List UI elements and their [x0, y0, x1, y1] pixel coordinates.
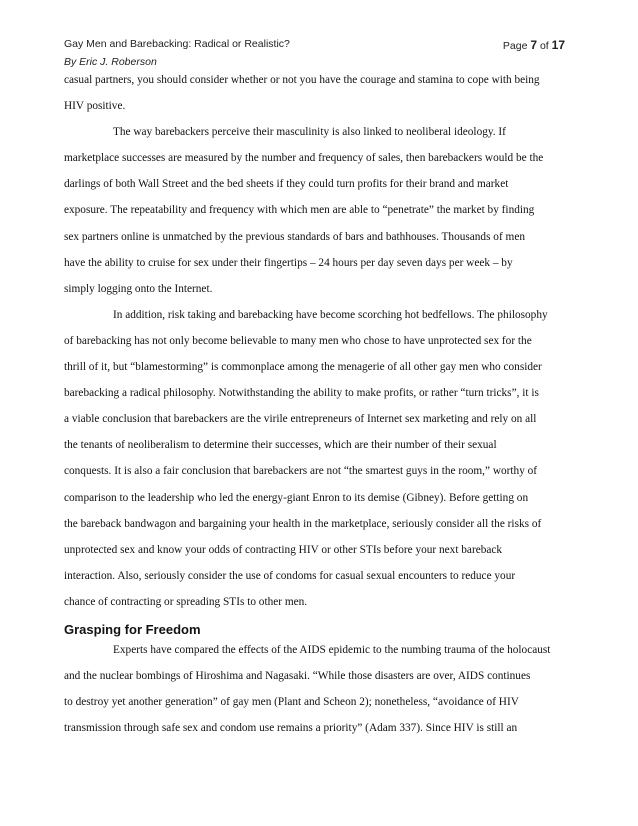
- paragraph-first-line: In addition, risk taking and barebacking have become scorching hot bedfellows. The philosophy: [113, 308, 548, 321]
- body-line: transmission through safe sex and condom use remains a priority” (Adam 337). Since HIV is still an: [64, 722, 518, 735]
- paragraph-first-line: Experts have compared the effects of the AIDS epidemic to the numbing trauma of the holocaust: [113, 643, 551, 656]
- body-line: the tenants of neoliberalism to determine their successes, which are their number of their sexual: [64, 439, 497, 452]
- body-line: chance of contracting or spreading STIs to other men.: [64, 595, 308, 608]
- body-line: the bareback bandwagon and bargaining your health in the marketplace, seriously consider all the risks of: [64, 517, 542, 530]
- body-line: to destroy yet another generation” of gay men (Plant and Scheon 2); nonetheless, “avoidance of HIV: [64, 696, 519, 709]
- paragraph-first-line: The way barebackers perceive their masculinity is also linked to neoliberal ideology. If: [113, 126, 506, 139]
- body-line: simply logging onto the Internet.: [64, 282, 213, 295]
- current-page: 7: [530, 38, 538, 52]
- body-line: thrill of it, but “blamestorming” is commonplace among the menagerie of all other gay men who consider: [64, 361, 542, 374]
- body-line: unprotected sex and know your odds of contracting HIV or other STIs before your next bareback: [64, 543, 503, 556]
- body-line: darlings of both Wall Street and the bed sheets if they could turn profits for their brand and market: [64, 178, 509, 191]
- body-line: and the nuclear bombings of Hiroshima and Nagasaki. “While those disasters are over, AIDS continues: [64, 670, 531, 683]
- header-title: Gay Men and Barebacking: Radical or Realistic?: [64, 38, 290, 50]
- body-line: HIV positive.: [64, 100, 126, 113]
- page-of: of: [539, 40, 549, 52]
- body-line: interaction. Also, seriously consider the use of condoms for casual sexual encounters to reduce your: [64, 569, 516, 582]
- body-line: sex partners online is unmatched by the previous standards of bars and bathhouses. Thousands of men: [64, 230, 525, 243]
- body-line: casual partners, you should consider whether or not you have the courage and stamina to cope with being: [64, 74, 540, 86]
- page-number: [503, 38, 565, 52]
- body-line: have the ability to cruise for sex under their fingertips – 24 hours per day seven days per week – by: [64, 256, 513, 269]
- body-line: of barebacking has not only become believable to many men who chose to have unprotected sex for the: [64, 334, 532, 347]
- body-line: conquests. It is also a fair conclusion that barebackers are not “the smartest guys in the room,” worthy of: [64, 465, 538, 478]
- total-pages: 17: [551, 38, 565, 52]
- header-author: By Eric J. Roberson: [64, 56, 157, 68]
- body-line: barebacking a radical philosophy. Notwithstanding the ability to make profits, or rather “turn tricks”, it is: [64, 387, 539, 400]
- body-line: marketplace successes are measured by the number and frequency of sales, then barebackers would be the: [64, 152, 544, 165]
- body-line: comparison to the leadership who led the energy-giant Enron to its demise (Gibney). Before getting on: [64, 491, 529, 504]
- document-body: [64, 70, 570, 744]
- body-line: a viable conclusion that barebackers are the virile entrepreneurs of Internet sex marketing and rely on all: [64, 413, 537, 426]
- body-line: exposure. The repeatability and frequency with which men are able to “penetrate” the market by finding: [64, 204, 535, 217]
- page-prefix: Page: [502, 40, 528, 52]
- section-heading: Grasping for Freedom: [64, 621, 201, 637]
